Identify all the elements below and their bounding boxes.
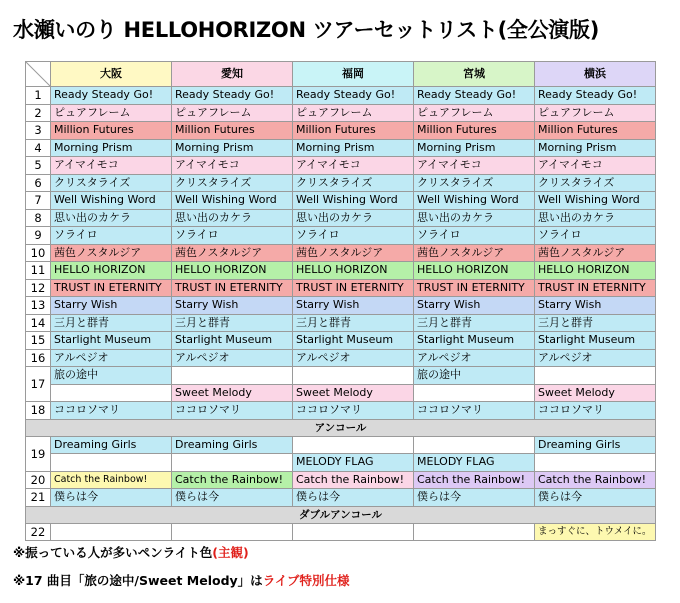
song-cell: ココロソマリ [51, 402, 172, 420]
song-cell: Ready Steady Go! [535, 87, 656, 105]
song-cell: アルペジオ [51, 349, 172, 367]
song-cell: MELODY FLAG [414, 454, 535, 472]
venue-miyagi: 宮城 [414, 62, 535, 87]
song-cell: Starry Wish [535, 297, 656, 315]
song-cell: 僕らは今 [414, 489, 535, 507]
song-cell: 三月と群青 [172, 314, 293, 332]
song-cell: Starry Wish [293, 297, 414, 315]
song-cell: 僕らは今 [51, 489, 172, 507]
song-row [26, 139, 656, 157]
track-number: 13 [26, 297, 51, 315]
track-number: 6 [26, 174, 51, 192]
song-cell [414, 436, 535, 454]
track-number: 21 [26, 489, 51, 507]
song-cell: 茜色ノスタルジア [535, 244, 656, 262]
song-cell: ピュアフレーム [51, 104, 172, 122]
song-cell: HELLO HORIZON [293, 262, 414, 280]
track-number: 2 [26, 104, 51, 122]
song-cell: Million Futures [293, 122, 414, 140]
song-cell: 旅の途中 [414, 367, 535, 385]
song-cell: 思い出のカケラ [535, 209, 656, 227]
song-row [26, 332, 656, 350]
song-cell: Ready Steady Go! [293, 87, 414, 105]
song-row-split-top [26, 367, 656, 385]
song-cell: 茜色ノスタルジア [414, 244, 535, 262]
song-cell: ココロソマリ [414, 402, 535, 420]
venue-yokohama: 横浜 [535, 62, 656, 87]
track-number: 20 [26, 471, 51, 489]
venue-aichi: 愛知 [172, 62, 293, 87]
song-cell: HELLO HORIZON [172, 262, 293, 280]
song-cell: Ready Steady Go! [414, 87, 535, 105]
track-number: 11 [26, 262, 51, 280]
song-cell: Sweet Melody [293, 384, 414, 402]
song-cell: アルペジオ [293, 349, 414, 367]
note-penlight-red: (主観) [212, 545, 249, 560]
song-cell: Sweet Melody [535, 384, 656, 402]
song-cell: Ready Steady Go! [51, 87, 172, 105]
encore-label-row [26, 419, 656, 436]
song-cell: Catch the Rainbow! [414, 471, 535, 489]
song-row [26, 157, 656, 175]
song-cell: Morning Prism [293, 139, 414, 157]
song-cell: Catch the Rainbow! [535, 471, 656, 489]
song-cell: Catch the Rainbow! [172, 471, 293, 489]
song-cell: Well Wishing Word [293, 192, 414, 210]
song-row [26, 122, 656, 140]
song-cell: TRUST IN ETERNITY [535, 279, 656, 297]
song-row [26, 104, 656, 122]
song-cell: ソライロ [172, 227, 293, 245]
song-row [26, 349, 656, 367]
song-cell: クリスタライズ [172, 174, 293, 192]
track-number: 19 [26, 436, 51, 471]
song-row [26, 279, 656, 297]
song-cell: Starry Wish [51, 297, 172, 315]
song-cell: アルペジオ [414, 349, 535, 367]
venue-header-row [26, 62, 656, 87]
venue-osaka: 大阪 [51, 62, 172, 87]
song-cell [293, 523, 414, 541]
song-cell [172, 367, 293, 385]
track-number: 15 [26, 332, 51, 350]
song-cell: 茜色ノスタルジア [293, 244, 414, 262]
song-cell: Starry Wish [414, 297, 535, 315]
song-cell: 思い出のカケラ [172, 209, 293, 227]
song-cell [535, 367, 656, 385]
song-row-split-bottom [26, 384, 656, 402]
song-cell: Well Wishing Word [172, 192, 293, 210]
song-cell: Well Wishing Word [535, 192, 656, 210]
song-cell: Ready Steady Go! [172, 87, 293, 105]
song-cell: HELLO HORIZON [414, 262, 535, 280]
song-row-split-top [26, 436, 656, 454]
song-cell: Dreaming Girls [172, 436, 293, 454]
track-number: 9 [26, 227, 51, 245]
song-row [26, 87, 656, 105]
song-cell: アイマイモコ [535, 157, 656, 175]
song-cell: TRUST IN ETERNITY [51, 279, 172, 297]
song-cell: HELLO HORIZON [51, 262, 172, 280]
track-number: 17 [26, 367, 51, 402]
song-cell: Catch the Rainbow! [293, 471, 414, 489]
song-cell: 僕らは今 [172, 489, 293, 507]
double-encore-label-row [26, 506, 656, 523]
encore-label: アンコール [26, 419, 656, 436]
song-cell: ソライロ [414, 227, 535, 245]
song-row [26, 262, 656, 280]
song-cell: Million Futures [51, 122, 172, 140]
song-row [26, 402, 656, 420]
note-track17 [13, 571, 349, 589]
song-row [26, 314, 656, 332]
song-cell: ピュアフレーム [172, 104, 293, 122]
song-cell: ソライロ [51, 227, 172, 245]
song-cell: Dreaming Girls [535, 436, 656, 454]
song-cell: 三月と群青 [414, 314, 535, 332]
song-cell: Morning Prism [172, 139, 293, 157]
song-cell: HELLO HORIZON [535, 262, 656, 280]
song-cell [414, 384, 535, 402]
song-cell: TRUST IN ETERNITY [414, 279, 535, 297]
song-cell: ココロソマリ [172, 402, 293, 420]
song-cell: ピュアフレーム [293, 104, 414, 122]
song-cell [51, 384, 172, 402]
song-row [26, 244, 656, 262]
page-title: 水瀬いのり HELLOHORIZON ツアーセットリスト(全公演版) [13, 18, 599, 42]
note-track17-text: ※17 曲目「旅の途中/Sweet Melody」は [13, 573, 263, 588]
song-cell: MELODY FLAG [293, 454, 414, 472]
song-cell [293, 436, 414, 454]
song-cell: Well Wishing Word [414, 192, 535, 210]
song-cell: Million Futures [172, 122, 293, 140]
track-number: 12 [26, 279, 51, 297]
double-encore-label: ダブルアンコール [26, 506, 656, 523]
song-cell: Dreaming Girls [51, 436, 172, 454]
track-number: 5 [26, 157, 51, 175]
song-cell: Morning Prism [51, 139, 172, 157]
song-cell: アルペジオ [172, 349, 293, 367]
song-cell: クリスタライズ [293, 174, 414, 192]
song-cell: Sweet Melody [172, 384, 293, 402]
song-cell: 思い出のカケラ [51, 209, 172, 227]
song-cell: アイマイモコ [293, 157, 414, 175]
track-number: 10 [26, 244, 51, 262]
song-cell: 三月と群青 [535, 314, 656, 332]
song-cell: アイマイモコ [414, 157, 535, 175]
song-cell: Catch the Rainbow! [51, 471, 172, 489]
song-cell: Million Futures [535, 122, 656, 140]
song-row [26, 523, 656, 541]
song-cell: クリスタライズ [51, 174, 172, 192]
song-cell: ソライロ [293, 227, 414, 245]
song-cell: Starry Wish [172, 297, 293, 315]
song-row-split-bottom [26, 454, 656, 472]
track-number: 16 [26, 349, 51, 367]
song-cell: Starlight Museum [535, 332, 656, 350]
song-cell: 茜色ノスタルジア [51, 244, 172, 262]
song-cell: 思い出のカケラ [414, 209, 535, 227]
song-cell [172, 454, 293, 472]
song-cell: 三月と群青 [51, 314, 172, 332]
song-cell: アルペジオ [535, 349, 656, 367]
song-cell: クリスタライズ [535, 174, 656, 192]
song-cell: まっすぐに、トウメイに。 [535, 523, 656, 541]
song-cell: ピュアフレーム [535, 104, 656, 122]
song-row [26, 489, 656, 507]
track-number: 18 [26, 402, 51, 420]
song-cell [414, 523, 535, 541]
song-cell: Starlight Museum [51, 332, 172, 350]
song-cell: Million Futures [414, 122, 535, 140]
song-cell: TRUST IN ETERNITY [172, 279, 293, 297]
song-cell: ココロソマリ [535, 402, 656, 420]
track-number: 1 [26, 87, 51, 105]
song-cell: Starlight Museum [293, 332, 414, 350]
setlist-body [26, 87, 656, 541]
song-cell: クリスタライズ [414, 174, 535, 192]
song-cell [293, 367, 414, 385]
song-cell: ソライロ [535, 227, 656, 245]
song-cell: Starlight Museum [172, 332, 293, 350]
song-cell: ピュアフレーム [414, 104, 535, 122]
track-number: 22 [26, 523, 51, 541]
song-row [26, 227, 656, 245]
track-number: 14 [26, 314, 51, 332]
song-cell [172, 523, 293, 541]
song-cell: 茜色ノスタルジア [172, 244, 293, 262]
song-row [26, 192, 656, 210]
song-cell: アイマイモコ [51, 157, 172, 175]
song-cell: Starlight Museum [414, 332, 535, 350]
song-cell: Morning Prism [414, 139, 535, 157]
song-cell [51, 454, 172, 472]
venue-fukuoka: 福岡 [293, 62, 414, 87]
song-cell: Well Wishing Word [51, 192, 172, 210]
song-cell: Morning Prism [535, 139, 656, 157]
song-cell: 思い出のカケラ [293, 209, 414, 227]
song-cell: TRUST IN ETERNITY [293, 279, 414, 297]
song-cell: 三月と群青 [293, 314, 414, 332]
song-row [26, 174, 656, 192]
song-cell: 僕らは今 [293, 489, 414, 507]
song-cell: 僕らは今 [535, 489, 656, 507]
song-cell: ココロソマリ [293, 402, 414, 420]
song-cell: アイマイモコ [172, 157, 293, 175]
track-number: 4 [26, 139, 51, 157]
corner-cell [26, 62, 51, 87]
note-penlight [13, 543, 249, 561]
track-number: 7 [26, 192, 51, 210]
song-cell [51, 523, 172, 541]
song-cell: 旅の途中 [51, 367, 172, 385]
setlist-table [25, 61, 656, 541]
note-penlight-text: ※振っている人が多いペンライト色 [13, 545, 213, 560]
track-number: 3 [26, 122, 51, 140]
song-row [26, 297, 656, 315]
song-row [26, 209, 656, 227]
note-track17-red: ライブ特別仕様 [262, 573, 350, 588]
song-cell [535, 454, 656, 472]
song-row [26, 471, 656, 489]
track-number: 8 [26, 209, 51, 227]
